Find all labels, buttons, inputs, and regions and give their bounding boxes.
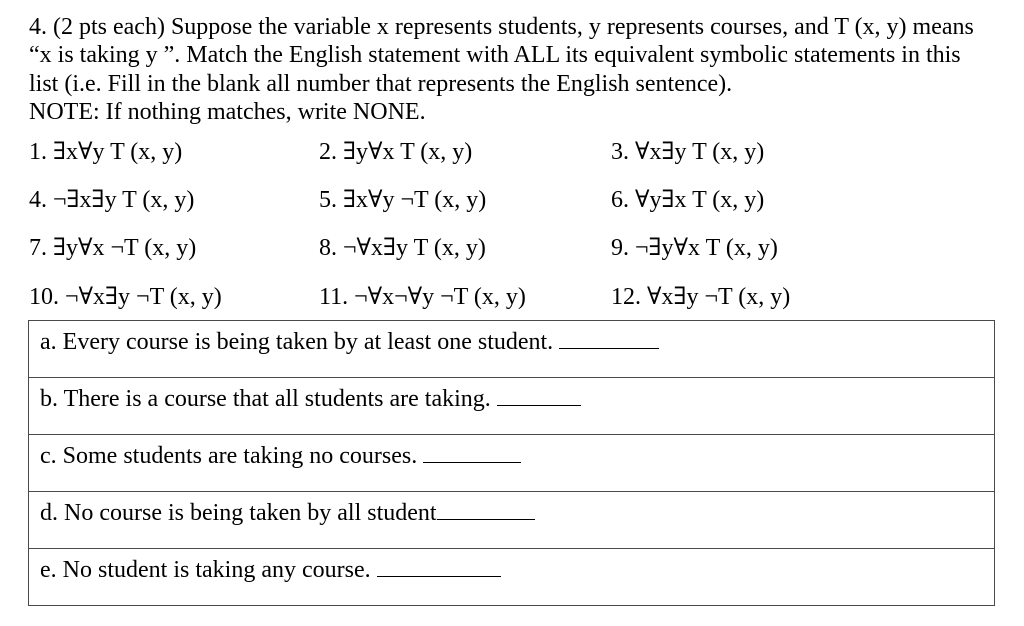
statement-8 <box>319 233 486 263</box>
statement-expr: ∀x∃y ¬T (x, y) <box>647 284 791 310</box>
statement-expr: ∃x∀y T (x, y) <box>53 139 183 165</box>
question-row-a <box>29 321 994 378</box>
statement-number: 4. <box>29 187 47 213</box>
statement-number: 11. <box>319 284 349 310</box>
statement-expr: ¬∀x∃y ¬T (x, y) <box>65 284 222 310</box>
question-row-c <box>29 435 994 492</box>
statement-number: 10. <box>29 284 59 310</box>
statement-number: 12. <box>611 284 641 310</box>
question-row-d <box>29 492 994 549</box>
statement-number: 5. <box>319 187 337 213</box>
statement-expr: ¬∀x∃y T (x, y) <box>343 235 486 261</box>
statement-9 <box>611 233 778 263</box>
statement-5 <box>319 185 486 215</box>
question-text <box>40 326 659 357</box>
statement-expr: ¬∀x¬∀y ¬T (x, y) <box>354 284 526 310</box>
statement-3 <box>611 137 764 167</box>
statement-expr: ∀x∃y T (x, y) <box>635 139 765 165</box>
question-statement: Some students are taking no courses. <box>62 443 418 469</box>
question-statement: Every course is being taken by at least one student. <box>62 329 554 355</box>
statement-expr: ¬∃y∀x T (x, y) <box>635 235 778 261</box>
statement-number: 6. <box>611 187 629 213</box>
question-label: e. <box>40 557 57 583</box>
question-label: d. <box>40 500 58 526</box>
question-statement: There is a course that all students are taking. <box>63 386 491 412</box>
problem-note: NOTE: If nothing matches, write NONE. <box>29 98 426 125</box>
answer-blank-b[interactable] <box>497 383 581 406</box>
question-text <box>40 440 521 471</box>
statement-expr: ∃x∀y ¬T (x, y) <box>343 187 487 213</box>
answer-blank-e[interactable] <box>377 554 501 577</box>
question-statement: No course is being taken by all student <box>64 500 437 526</box>
statement-2 <box>319 137 472 167</box>
problem-line: “x is taking y ”. Match the English statement with ALL its equivalent symbolic statements in this <box>29 42 961 69</box>
answer-table <box>28 320 995 606</box>
problem-intro <box>29 13 1004 126</box>
question-statement: No student is taking any course. <box>62 557 371 583</box>
statement-expr: ∃y∀x T (x, y) <box>343 139 473 165</box>
statement-number: 1. <box>29 139 47 165</box>
question-text <box>40 554 501 585</box>
answer-blank-c[interactable] <box>423 440 521 463</box>
statement-1 <box>29 137 182 167</box>
problem-line: 4. (2 pts each) Suppose the variable x represents students, y represents courses, and T (x, y) means <box>29 14 974 40</box>
statement-12 <box>611 282 790 312</box>
question-text <box>40 497 535 528</box>
question-row-b <box>29 378 994 435</box>
statement-expr: ∀y∃x T (x, y) <box>635 187 765 213</box>
answer-blank-d[interactable] <box>437 497 535 520</box>
statement-7 <box>29 233 196 263</box>
question-label: c. <box>40 443 57 469</box>
statement-number: 3. <box>611 139 629 165</box>
statement-11 <box>319 282 526 312</box>
statement-6 <box>611 185 764 215</box>
statement-4 <box>29 185 194 215</box>
answer-blank-a[interactable] <box>559 326 659 349</box>
question-label: b. <box>40 386 58 412</box>
statement-number: 9. <box>611 235 629 261</box>
statement-expr: ¬∃x∃y T (x, y) <box>53 187 195 213</box>
question-row-e <box>29 549 994 606</box>
question-text <box>40 383 581 414</box>
statement-10 <box>29 282 222 312</box>
question-label: a. <box>40 329 57 355</box>
statement-number: 8. <box>319 235 337 261</box>
problem-line: list (i.e. Fill in the blank all number that represents the English sentence). <box>29 70 733 97</box>
statement-expr: ∃y∀x ¬T (x, y) <box>53 235 197 261</box>
statement-number: 2. <box>319 139 337 165</box>
statement-number: 7. <box>29 235 47 261</box>
